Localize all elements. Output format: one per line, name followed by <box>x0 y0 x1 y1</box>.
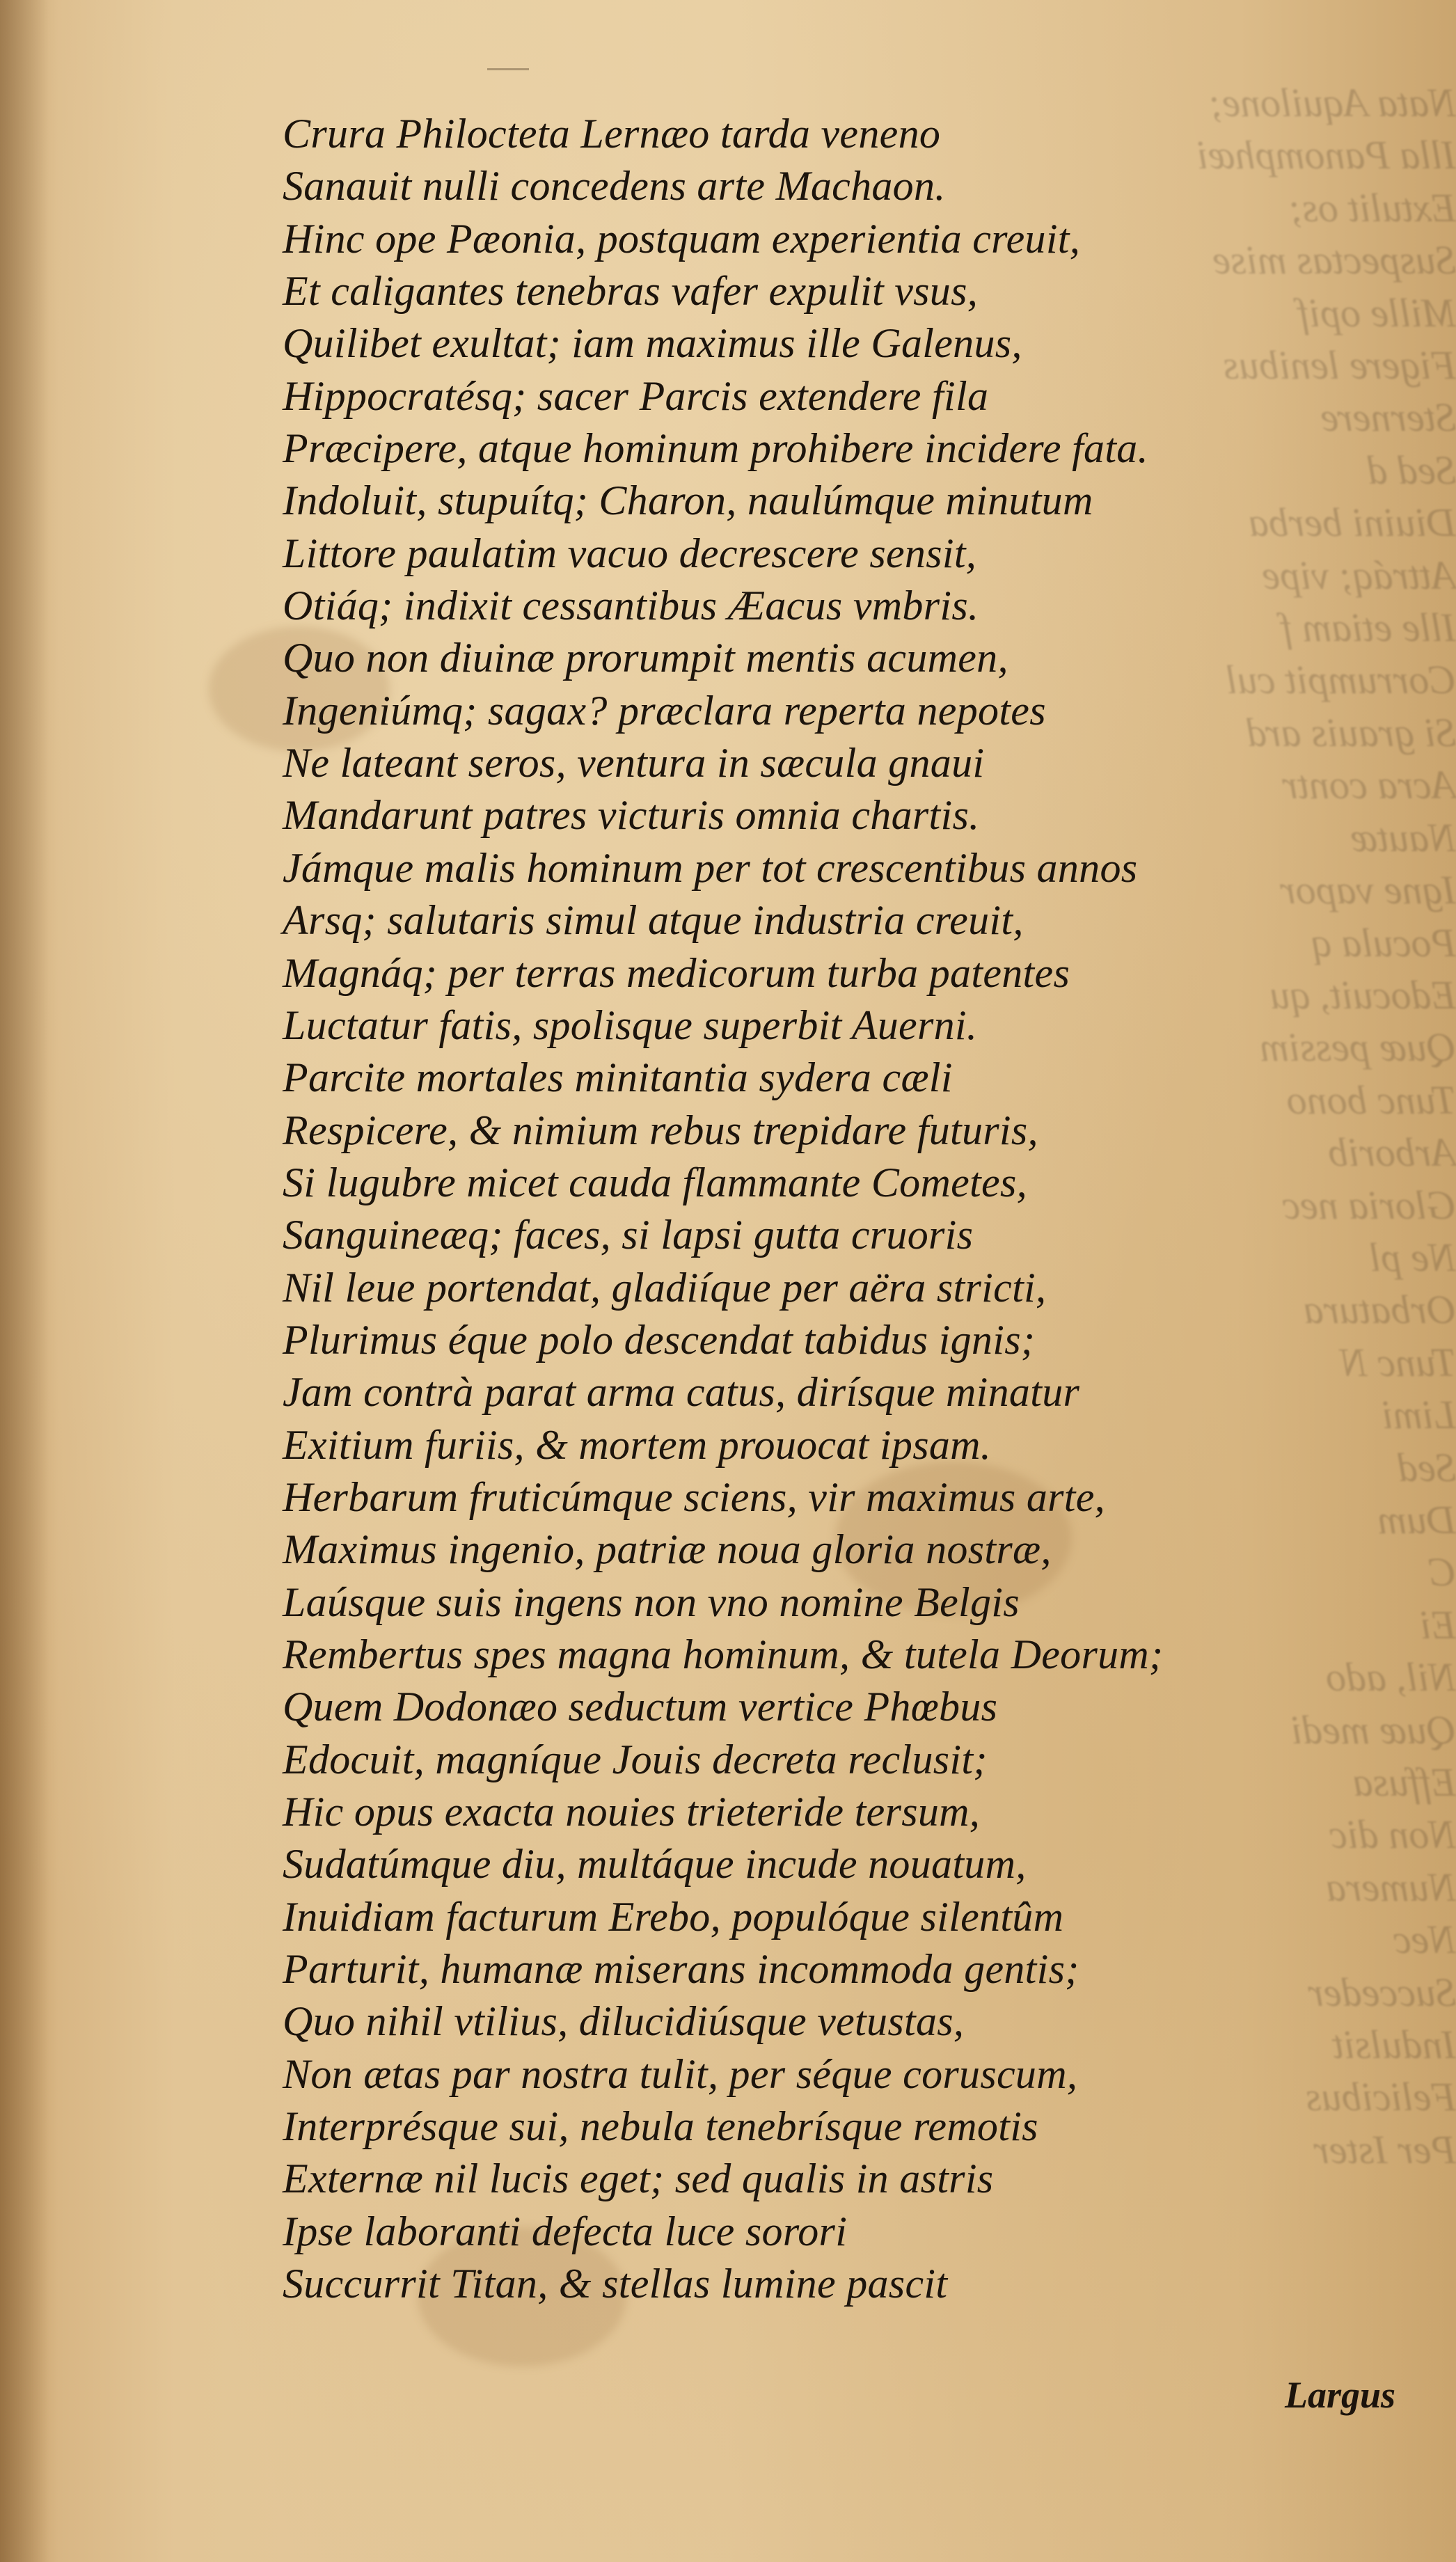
bleed-through-line: Attráq; vipe <box>1262 552 1456 598</box>
bleed-through-line: Numera <box>1326 1864 1456 1910</box>
verse-line: Hic opus exacta nouies trieteride tersum, <box>283 1789 981 1835</box>
verse-line: Crura Philocteta Lernæo tarda veneno <box>283 111 941 157</box>
verse-line: Mandarunt patres victuris omnia chartis. <box>283 792 980 839</box>
verse-line: Si lugubre micet cauda flammante Cometes, <box>283 1159 1027 1205</box>
bleed-through-line: Tunc N <box>1340 1339 1456 1385</box>
bleed-through-line: Edocuit, qu <box>1269 972 1456 1018</box>
bleed-through-line: Nil, ado <box>1326 1654 1456 1700</box>
catchword: Largus <box>1285 2374 1396 2416</box>
bleed-through-line: Dum <box>1377 1496 1456 1542</box>
verse-line: Hinc ope Pæonia, postquam experientia creuit, <box>283 215 1081 262</box>
bleed-through-line: Suspectas mise <box>1212 237 1456 283</box>
verse-line: Quem Dodonæo seductum vertice Phœbus <box>283 1684 998 1730</box>
bleed-through-line: Indulsit <box>1332 2022 1456 2068</box>
bleed-through-line: Per Ister <box>1313 2126 1456 2172</box>
verse-line: Exitium furiis, & mortem prouocat ipsam. <box>283 1421 992 1468</box>
verse-line: Sanauit nulli concedens arte Machaon. <box>283 163 946 209</box>
verse-line: Succurrit Titan, & stellas lumine pascit <box>283 2261 948 2307</box>
verse-block <box>283 108 1173 2310</box>
verse-line: Quilibet exultat; iam maximus ille Galenus, <box>283 320 1022 367</box>
verse-line: Nil leue portendat, gladiíque per aëra stricti, <box>283 1264 1047 1311</box>
bleed-through-line: Limi <box>1382 1392 1456 1438</box>
bleed-through-line: C <box>1429 1549 1456 1595</box>
bleed-through-line: Succeder <box>1308 1969 1456 2015</box>
verse-line: Inuidiam facturum Erebo, populóque silentûm <box>283 1893 1064 1940</box>
bleed-through-line: Diuini berba <box>1248 500 1456 546</box>
verse-line: Magnáq; per terras medicorum turba patentes <box>283 949 1070 996</box>
verse-line: Ipse laboranti defecta luce sorori <box>283 2208 848 2254</box>
verse-line: Quo non diuinæ prorumpit mentis acumen, <box>283 635 1008 681</box>
verse-line: Jam contrà parat arma catus, dirísque minatur <box>283 1369 1080 1416</box>
bleed-through-line: Non dic <box>1329 1812 1456 1858</box>
verse-line: Jámque malis hominum per tot crescentibus annos <box>283 844 1138 891</box>
bleed-through-line: Ei <box>1420 1602 1456 1647</box>
bleed-through-line: Arborib <box>1328 1130 1456 1176</box>
bleed-through-line: Si grauis ard <box>1247 709 1456 755</box>
bleed-through-line: Corrumpit cul <box>1226 657 1456 703</box>
bleed-through-line: Nautæ <box>1350 814 1456 860</box>
bleed-through-line: Orbatura <box>1303 1287 1456 1333</box>
bleed-through-line: Pocula q <box>1311 919 1456 965</box>
bleed-through-line: Tunc bono <box>1286 1077 1456 1123</box>
bleed-through-line: Ne pl <box>1369 1234 1456 1280</box>
verse-line: Maximus ingenio, patriæ noua gloria nostræ, <box>283 1526 1052 1573</box>
bleed-through-line: Nec <box>1393 1917 1456 1963</box>
printer-mark <box>487 68 529 70</box>
bleed-through-line: Sternere <box>1320 395 1456 441</box>
verse-line: Quo nihil vtilius, dilucidiúsque vetustas, <box>283 1998 965 2045</box>
verse-line: Arsq; salutaris simul atque industria creuit, <box>283 897 1024 944</box>
verse-line: Luctatur fatis, spolisque superbit Auerni. <box>283 1002 978 1048</box>
bleed-through-line: Effusa <box>1352 1760 1456 1805</box>
verse-line: Sudatúmque diu, multáque incude nouatum, <box>283 1841 1027 1888</box>
verse-line: Parcite mortales minitantia sydera cæli <box>283 1054 953 1101</box>
bleed-through-line: Illa Panomphæi <box>1196 132 1456 178</box>
bleed-through-line: Acra contr <box>1282 762 1456 808</box>
verse-line: Indoluit, stupuítq; Charon, naulúmque minutum <box>283 477 1093 524</box>
verse-line: Et caligantes tenebras vafer expulit vsus, <box>283 268 979 315</box>
verse-line: Littore paulatim vacuo decrescere sensit, <box>283 530 977 576</box>
bleed-through-line: Sed <box>1398 1444 1456 1490</box>
bleed-through-line: Gloria nec <box>1282 1182 1456 1228</box>
bleed-through-line: Sed d <box>1367 447 1456 493</box>
verse-line: Non ætas par nostra tulit, per séque coruscum, <box>283 2050 1078 2097</box>
verse-line: Otiáq; indixit cessantibus Æacus vmbris. <box>283 583 979 629</box>
bleed-through-line: Extulit os; <box>1288 184 1456 230</box>
verse-line: Parturit, humanæ miserans incommoda gentis; <box>283 1946 1079 1993</box>
bleed-through-line: Mille opif <box>1297 290 1456 335</box>
bleed-through-line: Felicibus <box>1306 2074 1456 2120</box>
page-edge-shadow <box>0 0 49 2562</box>
verse-line: Ne lateant seros, ventura in sæcula gnaui <box>283 740 985 786</box>
verse-line: Edocuit, magníque Jouis decreta reclusit; <box>283 1736 988 1782</box>
bleed-through-line: Nata Aquilone; <box>1209 80 1456 125</box>
verse-line: Hippocratésq; sacer Parcis extendere fila <box>283 372 989 419</box>
verse-line: Laúsque suis ingens non vno nomine Belgis <box>283 1579 1020 1625</box>
bleed-through-line: Quæ medi <box>1291 1707 1456 1753</box>
bleed-through-line: Ille etiam f <box>1281 605 1456 651</box>
verse-line: Ingeniúmq; sagax? præclara reperta nepotes <box>283 687 1046 734</box>
verse-line: Rembertus spes magna hominum, & tutela Deorum; <box>283 1631 1164 1677</box>
bleed-through-line: Quæ pessim <box>1260 1025 1456 1070</box>
verse-line: Præcipere, atque hominum prohibere incidere fata. <box>283 425 1148 472</box>
bleed-through-line: Igne vapor <box>1280 867 1456 913</box>
verse-line: Interprésque sui, nebula tenebrísque remotis <box>283 2103 1038 2150</box>
verse-line: Plurimus éque polo descendat tabidus ignis; <box>283 1316 1036 1363</box>
verse-line: Externæ nil lucis eget; sed qualis in astris <box>283 2156 994 2202</box>
verse-line: Respicere, & nimium rebus trepidare futuris, <box>283 1107 1038 1153</box>
bleed-through-line: Figere lenibus <box>1223 342 1456 388</box>
verse-line: Sanguineæq; faces, si lapsi gutta cruoris <box>283 1212 974 1258</box>
verse-line: Herbarum fruticúmque sciens, vir maximus arte, <box>283 1473 1105 1520</box>
